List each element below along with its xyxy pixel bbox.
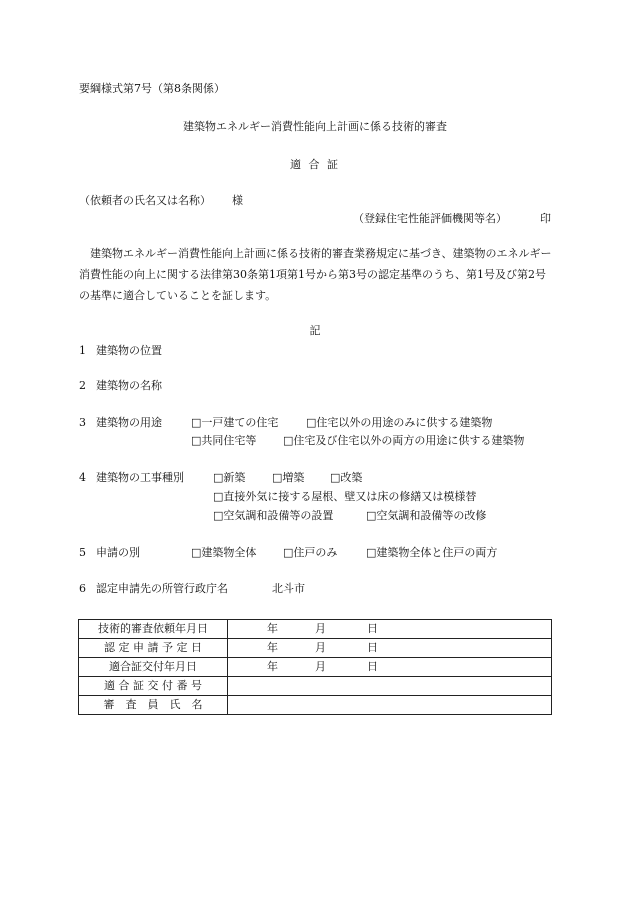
table-row — [79, 620, 552, 639]
option-label: 住戸のみ — [293, 546, 338, 559]
item-2-label: 建築物の名称 — [96, 379, 162, 392]
work-option-extension[interactable] — [272, 471, 304, 485]
item-5-number: 5 — [79, 546, 86, 559]
option-label: 共同住宅等 — [201, 434, 257, 447]
ki-heading: 記 — [309, 324, 321, 337]
item-1-label: 建築物の位置 — [96, 344, 162, 357]
option-label: 増築 — [282, 471, 305, 484]
row-label: 技術的審査依頼年月日 — [79, 620, 228, 639]
certificate-number-field[interactable] — [228, 677, 552, 696]
month-unit: 月 — [315, 641, 326, 654]
use-option-apartment[interactable] — [191, 434, 256, 448]
item-6-number: 6 — [79, 582, 86, 595]
day-unit: 日 — [367, 660, 378, 673]
document-title: 建築物エネルギー消費性能向上計画に係る技術的審査 — [183, 120, 447, 133]
item-4-number: 4 — [79, 471, 86, 484]
table-row — [79, 658, 552, 677]
date-field[interactable] — [228, 620, 552, 639]
table-row — [79, 639, 552, 658]
row-label: 適 合 証 交 付 番 号 — [79, 677, 228, 696]
application-option-both[interactable] — [366, 546, 497, 560]
use-option-mixed[interactable] — [283, 434, 524, 448]
option-label: 空気調和設備等の設置 — [223, 509, 334, 522]
year-unit: 年 — [267, 641, 278, 654]
requester-label: （依頼者の氏名又は名称） — [79, 194, 211, 207]
item-4-label: 建築物の工事種別 — [96, 471, 184, 484]
date-field[interactable] — [228, 658, 552, 677]
certificate-heading: 適 合 証 — [290, 158, 340, 171]
year-unit: 年 — [267, 660, 278, 673]
item-3-number: 3 — [79, 416, 86, 429]
option-label: 建築物全体 — [201, 546, 257, 559]
use-option-detached-house[interactable] — [191, 416, 278, 430]
certification-body: 建築物エネルギー消費性能向上計画に係る技術的審査業務規定に基づき、建築物のエネルギー消費性能の向上に関する法律第30条第1項第1号から第3号の認定基準のうち、第1号及び第2号の基準に適合していることを証します。 — [79, 247, 552, 302]
application-option-whole-building[interactable] — [191, 546, 256, 560]
row-label: 審 査 員 氏 名 — [79, 696, 228, 715]
option-label: 空気調和設備等の改修 — [376, 509, 487, 522]
work-option-new[interactable] — [213, 471, 245, 485]
work-option-envelope-repair[interactable] — [213, 490, 476, 504]
option-label: 直接外気に接する屋根、壁又は床の修繕又は模様替 — [223, 490, 477, 503]
day-unit: 日 — [367, 622, 378, 635]
table-row — [79, 696, 552, 715]
option-label: 一戸建ての住宅 — [201, 416, 279, 429]
requester-honorific: 様 — [232, 194, 243, 207]
application-option-units-only[interactable] — [283, 546, 337, 560]
item-3-label: 建築物の用途 — [96, 416, 162, 429]
form-number: 要綱様式第7号（第8条関係） — [79, 82, 225, 95]
item-6-label: 認定申請先の所管行政庁名 — [96, 582, 228, 595]
option-label: 新築 — [223, 471, 246, 484]
item-2-number: 2 — [79, 379, 86, 392]
reviewer-name-field[interactable] — [228, 696, 552, 715]
day-unit: 日 — [367, 641, 378, 654]
month-unit: 月 — [315, 622, 326, 635]
option-label: 改築 — [340, 471, 363, 484]
work-option-hvac-renovate[interactable] — [366, 509, 486, 523]
option-label: 住宅及び住宅以外の両方の用途に供する建築物 — [293, 434, 525, 447]
work-option-rebuild[interactable] — [330, 471, 362, 485]
authority-value: 北斗市 — [272, 582, 305, 595]
month-unit: 月 — [315, 660, 326, 673]
issuer-label: （登録住宅性能評価機関等名） — [353, 212, 507, 225]
review-record-table — [78, 619, 552, 715]
option-label: 住宅以外の用途のみに供する建築物 — [316, 416, 493, 429]
row-label: 認 定 申 請 予 定 日 — [79, 639, 228, 658]
work-option-hvac-install[interactable] — [213, 509, 333, 523]
year-unit: 年 — [267, 622, 278, 635]
date-field[interactable] — [228, 639, 552, 658]
row-label: 適合証交付年月日 — [79, 658, 228, 677]
table-row — [79, 677, 552, 696]
item-5-label: 申請の別 — [96, 546, 140, 559]
use-option-non-residential[interactable] — [306, 416, 492, 430]
item-1-number: 1 — [79, 344, 86, 357]
seal-mark: 印 — [540, 212, 551, 225]
option-label: 建築物全体と住戸の両方 — [376, 546, 498, 559]
